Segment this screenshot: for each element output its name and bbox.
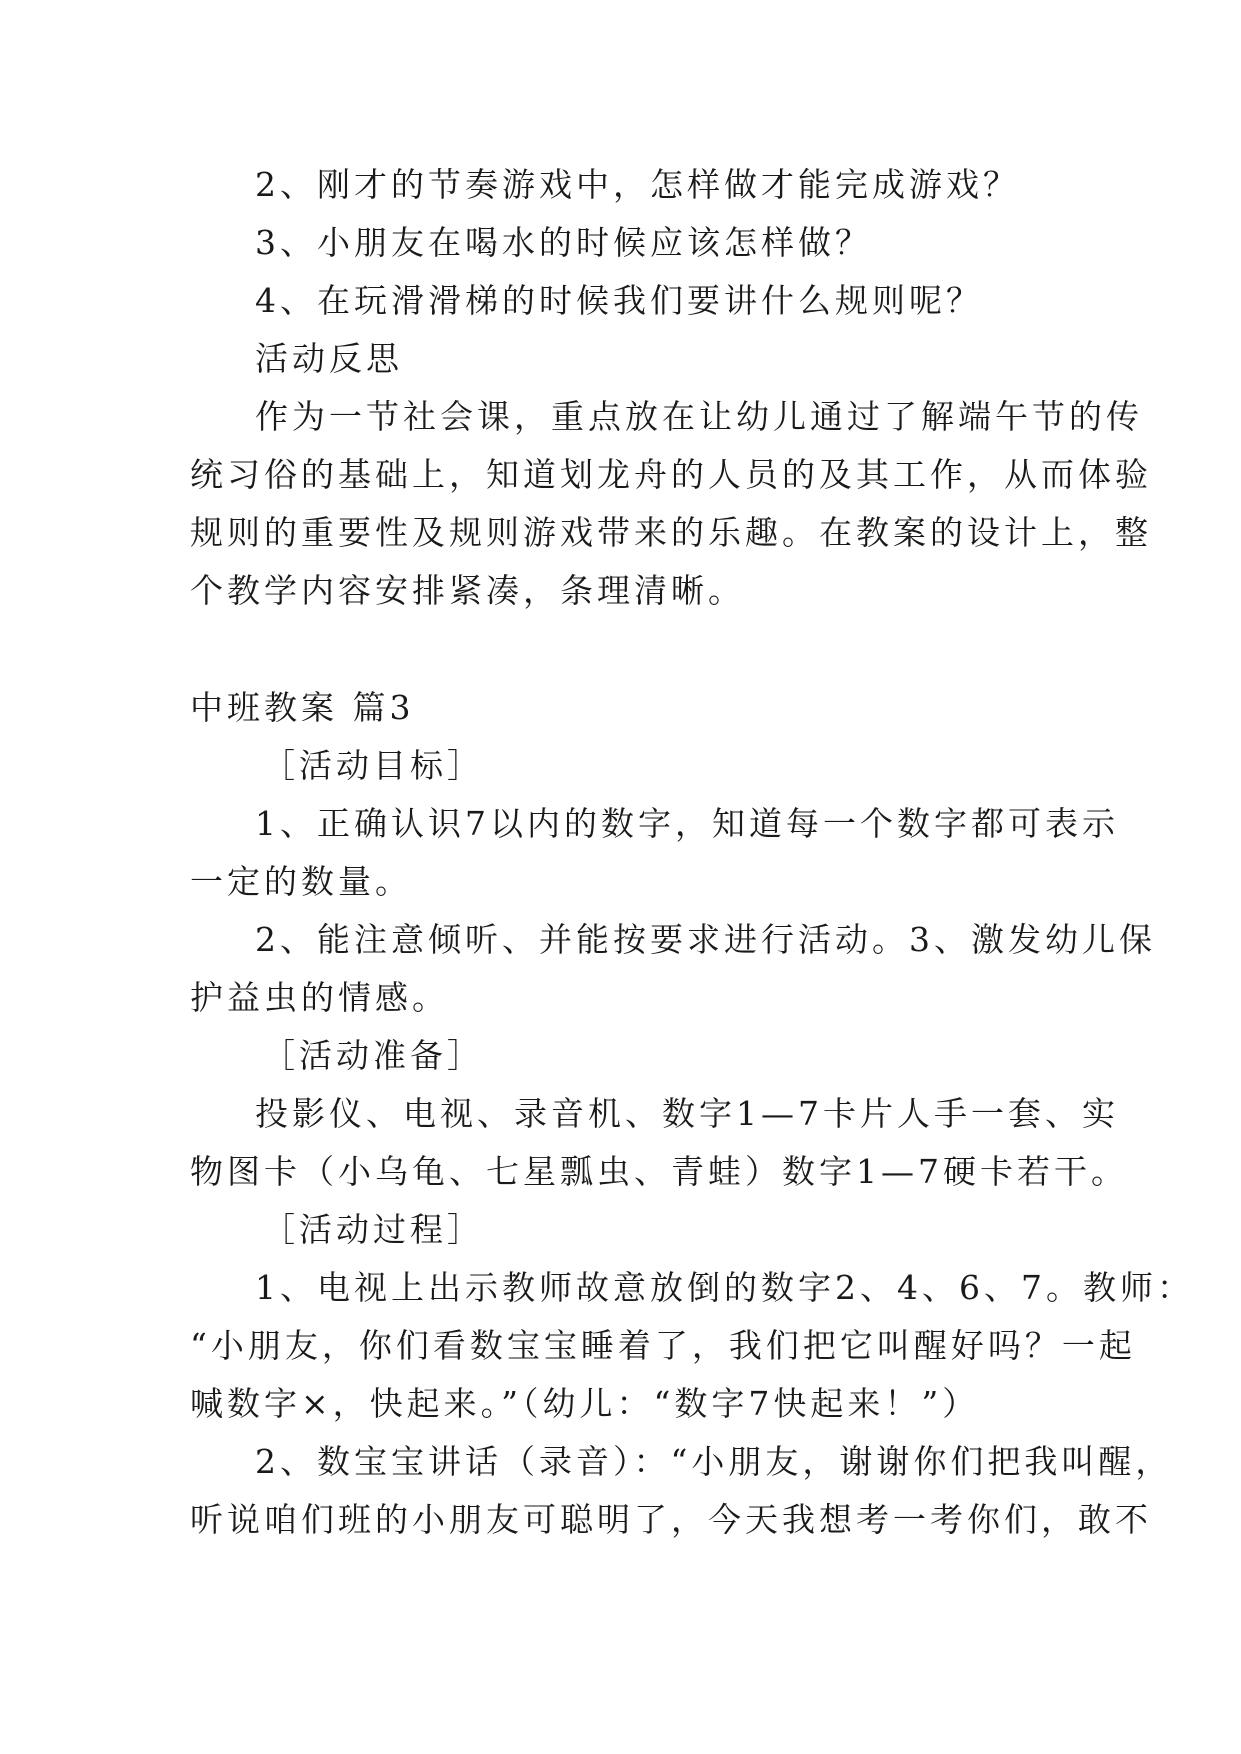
goal-line: 护益虫的情感。 xyxy=(190,978,449,1017)
process-line: 听说咱们班的小朋友可聪明了，今天我想考一考你们，敢不 xyxy=(190,1500,1152,1539)
preparation-line: 投影仪、电视、录音机、数字1—7卡片人手一套、实 xyxy=(255,1094,1119,1133)
question-line-3: 3、小朋友在喝水的时候应该怎样做？ xyxy=(255,223,872,262)
section-heading-process: ［活动过程］ xyxy=(262,1210,484,1249)
reflection-paragraph-line: 作为一节社会课，重点放在让幼儿通过了解端午节的传 xyxy=(255,397,1143,436)
section-heading-reflection: 活动反思 xyxy=(255,339,403,378)
section-heading-goals: ［活动目标］ xyxy=(262,746,484,785)
preparation-line: 物图卡（小乌龟、七星瓢虫、青蛙）数字1—7硬卡若干。 xyxy=(190,1152,1128,1191)
goal-line: 1、正确认识7以内的数字，知道每一个数字都可表示 xyxy=(255,804,1119,843)
reflection-paragraph-line: 个教学内容安排紧凑，条理清晰。 xyxy=(190,571,745,610)
reflection-paragraph-line: 统习俗的基础上，知道划龙舟的人员的及其工作，从而体验 xyxy=(190,455,1152,494)
goal-line: 一定的数量。 xyxy=(190,862,412,901)
lesson-title: 中班教案 篇3 xyxy=(190,688,415,727)
process-line: “小朋友，你们看数宝宝睡着了，我们把它叫醒好吗？一起 xyxy=(190,1326,1136,1365)
process-line: 喊数字×，快起来。”（幼儿：“数字7快起来！”） xyxy=(190,1384,980,1423)
process-line: 1、电视上出示教师故意放倒的数字2、4、6、7。教师： xyxy=(255,1268,1194,1307)
reflection-paragraph-line: 规则的重要性及规则游戏带来的乐趣。在教案的设计上，整 xyxy=(190,513,1152,552)
question-line-2: 2、刚才的节奏游戏中，怎样做才能完成游戏？ xyxy=(255,165,1020,204)
question-line-4: 4、在玩滑滑梯的时候我们要讲什么规则呢？ xyxy=(255,281,983,320)
process-line: 2、数宝宝讲话（录音）：“小朋友，谢谢你们把我叫醒， xyxy=(255,1442,1173,1481)
goal-line: 2、能注意倾听、并能按要求进行活动。3、激发幼儿保 xyxy=(255,920,1156,959)
section-heading-preparation: ［活动准备］ xyxy=(262,1036,484,1075)
